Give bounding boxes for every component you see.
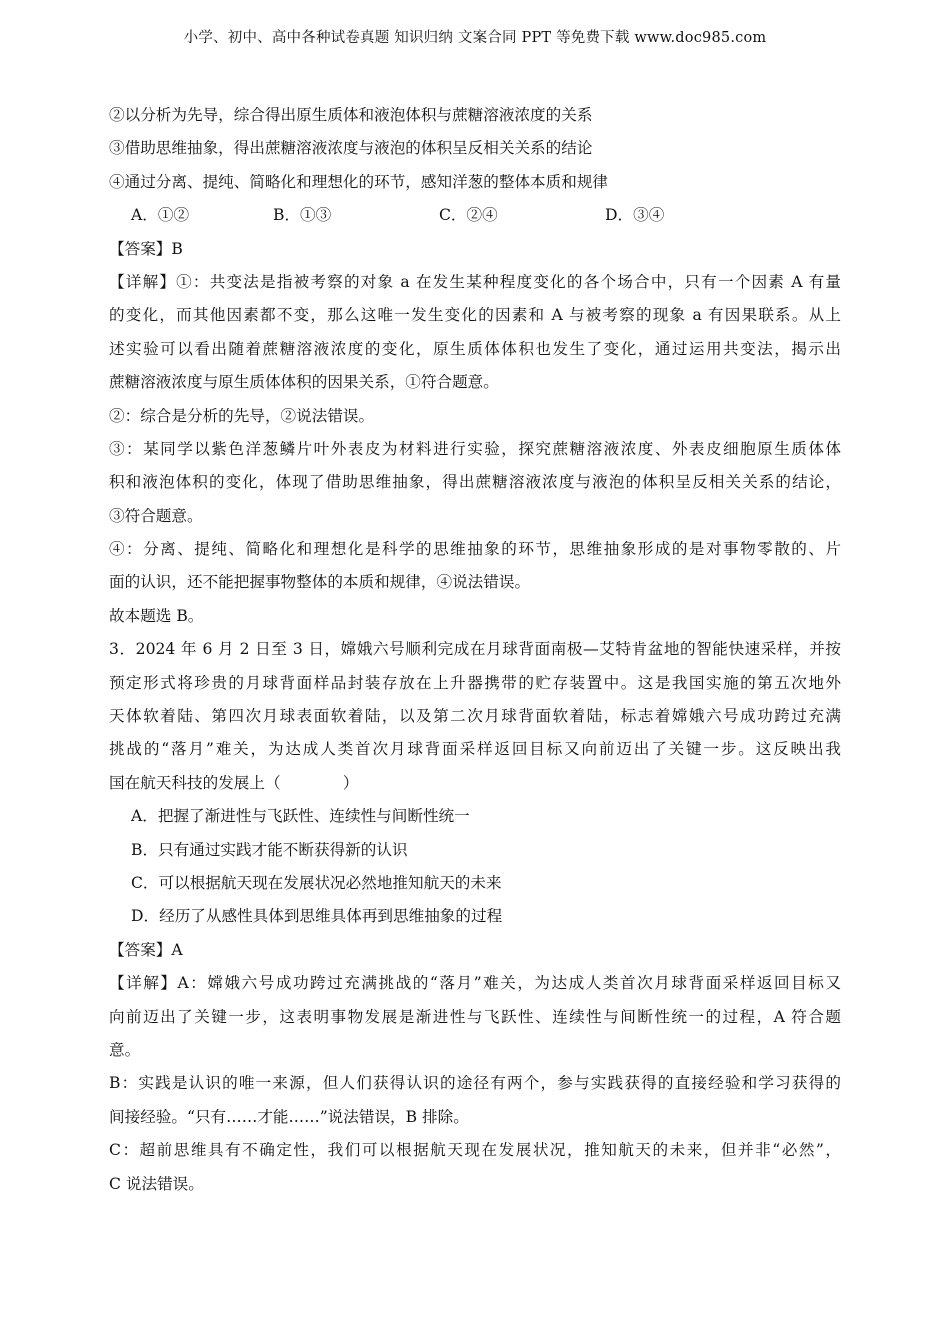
q3-stem-line: 国在航天科技的发展上（ ） [109,773,359,792]
q2-explanation-line: ③：某同学以紫色洋葱鳞片叶外表皮为材料进行实验，探究蔗糖溶液浓度、外表皮细胞原生质体体 [109,439,841,458]
q3-explanation-line: 向前迈出了关键一步，这表明事物发展是渐进性与飞跃性、连续性与间断性统一的过程，A 符合题 [109,1007,841,1026]
q3-answer: 【答案】A [109,940,183,959]
q3-stem-line: 预定形式将珍贵的月球背面样品封装存放在上升器携带的贮存装置中。这是我国实施的第五次地外 [109,673,841,692]
q2-explanation-line: 积和液泡体积的变化，体现了借助思维抽象，得出蔗糖溶液浓度与液泡的体积呈反相关关系的结论， [109,473,841,492]
q3-stem-line: 天体软着陆、第四次月球表面软着陆，以及第二次月球背面软着陆，标志着嫦娥六号成功跨过充满 [109,707,841,726]
q3-option-a: A．把握了渐进性与飞跃性、连续性与间断性统一 [131,807,470,826]
q2-option-c: C．②④ [439,206,498,225]
q2-conclusion: 故本题选 B。 [109,606,204,625]
q2-statement-4: ④通过分离、提纯、简略化和理想化的环节，感知洋葱的整体本质和规律 [109,172,609,191]
q2-answer: 【答案】B [109,239,183,258]
q2-explanation-line: 蔗糖溶液浓度与原生质体体积的因果关系，①符合题意。 [109,373,499,392]
q3-explanation-line: 【详解】A：嫦娥六号成功跨过充满挑战的“落月”难关，为达成人类首次月球背面采样返回目标又 [109,974,841,993]
q2-explanation-line: 的变化，而其他因素都不变，那么这唯一发生变化的因素和 A 与被考察的现象 a 有因果联系。从上 [109,306,841,325]
q2-option-d: D．③④ [605,206,665,225]
q3-option-c: C．可以根据航天现在发展状况必然地推知航天的未来 [131,873,502,892]
q2-explanation-line: 面的认识，还不能把握事物整体的本质和规律，④说法错误。 [109,573,531,592]
q2-option-b: B．①③ [273,206,332,225]
q3-stem-line: 3．2024 年 6 月 2 日至 3 日，嫦娥六号顺利完成在月球背面南极—艾特肯盆地的智能快速采样，并按 [109,640,841,659]
q3-explanation-line: 意。 [109,1040,141,1059]
q2-explanation-line: ④：分离、提纯、简略化和理想化是科学的思维抽象的环节，思维抽象形成的是对事物零散的、片 [109,540,841,559]
q3-explanation-line: C 说法错误。 [109,1174,204,1193]
q3-option-b: B．只有通过实践才能不断获得新的认识 [131,840,408,859]
q3-stem-line: 挑战的“落月”难关，为达成人类首次月球背面采样返回目标又向前迈出了关键一步。这反映出我 [109,740,841,759]
q2-options [109,199,841,232]
q3-explanation-line: B：实践是认识的唯一来源，但人们获得认识的途径有两个，参与实践获得的直接经验和学习获得的 [109,1074,841,1093]
q2-statement-2: ②以分析为先导，综合得出原生质体和液泡体积与蔗糖溶液浓度的关系 [109,106,593,124]
q3-option-d: D．经历了从感性具体到思维具体再到思维抽象的过程 [131,907,503,926]
document-body [109,99,841,1201]
q2-explanation-line: 【详解】①：共变法是指被考察的对象 a 在发生某种程度变化的各个场合中，只有一个因素 A 有量 [109,272,841,291]
q2-explanation-line: ②：综合是分析的先导，②说法错误。 [109,406,375,425]
q2-explanation-line: 述实验可以看出随着蔗糖溶液浓度的变化，原生质体体积也发生了变化，通过运用共变法，揭示出 [109,339,841,358]
q3-explanation-line: 间接经验。“只有……才能……”说法错误，B 排除。 [109,1107,469,1126]
q3-explanation-line: C：超前思维具有不确定性，我们可以根据航天现在发展状况，推知航天的未来，但并非“必然”， [109,1141,841,1160]
page-header: 小学、初中、高中各种试卷真题 知识归纳 文案合同 PPT 等免费下载 www.doc985.com [183,30,767,46]
q2-statement-3: ③借助思维抽象，得出蔗糖溶液浓度与液泡的体积呈反相关关系的结论 [109,139,593,158]
q2-option-a: A．①② [131,206,190,225]
q2-explanation-line: ③符合题意。 [109,506,203,525]
